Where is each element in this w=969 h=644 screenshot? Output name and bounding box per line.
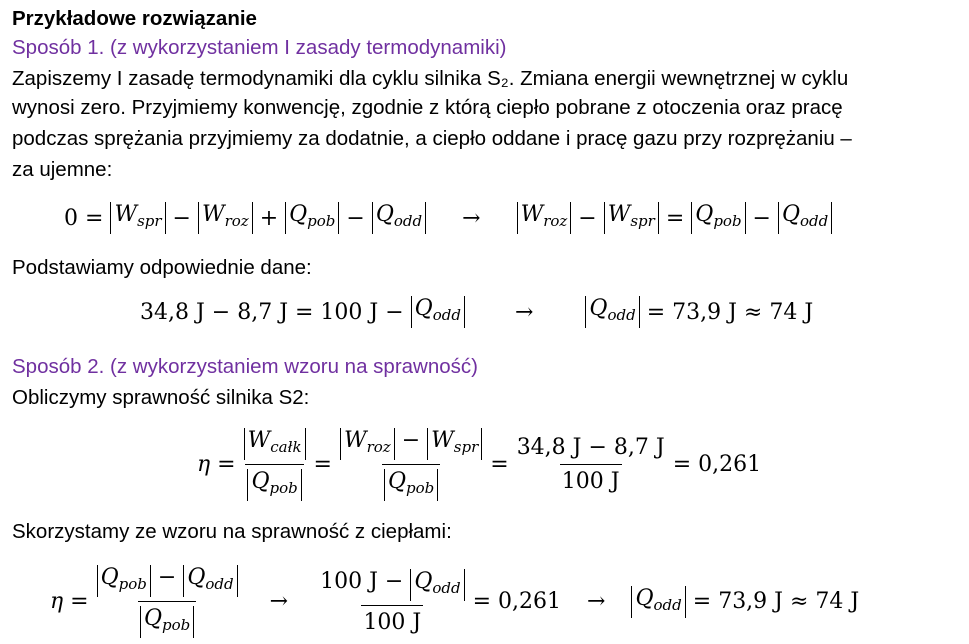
math-subscript: odd — [432, 306, 461, 324]
arrow-icon: → — [462, 205, 481, 231]
absolute-value — [372, 202, 426, 234]
fraction-numerator — [242, 428, 308, 464]
absolute-value — [110, 202, 165, 234]
paragraph-line: za ujemne: — [12, 158, 113, 181]
arrow-icon: → — [269, 589, 289, 614]
math-subscript: pob — [307, 212, 336, 230]
fraction — [242, 428, 308, 501]
math-text: = 0,261 — [672, 452, 762, 477]
math-symbol: W — [431, 428, 454, 453]
arrow-icon: → — [514, 299, 534, 325]
math-subscript: odd — [393, 212, 423, 230]
math-subscript: roz — [543, 212, 568, 230]
math-subscript: odd — [205, 575, 234, 593]
math-subscript: spr — [137, 212, 162, 230]
absolute-value — [285, 202, 339, 234]
heat-efficiency-equation: η = $\frac{Q_{pob} - Q_{odd}}{Q_{pob}}$ → $\frac{100 J - Q_{odd}}{100 J}$ = 0,261 → $Q_{odd}$ = 73,9 J ≈ 74 J — [50, 565, 859, 638]
fraction-numerator: $Q_{pob} - Q_{odd}$ — [95, 565, 240, 601]
method1-title: Sposób 1. (z wykorzystaniem I zasady termodynamiki) — [12, 36, 507, 59]
math-subscript: pob — [269, 479, 298, 497]
math-symbol: W — [343, 428, 367, 453]
math-symbol: Q — [414, 296, 433, 321]
fraction-numerator: $W_{roz} - W_{spr}$ — [338, 428, 484, 464]
arrow-icon: → — [587, 589, 606, 614]
math-subscript: roz — [224, 212, 249, 230]
math-symbol: Q — [187, 565, 206, 590]
math-subscript: odd — [653, 595, 682, 614]
math-symbol: W — [247, 428, 271, 453]
paragraph-line: podczas sprężania przyjmiemy za dodatnie, a ciepło oddane i pracę gazu przy rozprężaniu – — [12, 127, 852, 150]
math-text: 0 = — [64, 205, 104, 231]
math-symbol: η — [197, 452, 211, 477]
solution-heading: Przykładowe rozwiązanie — [12, 7, 257, 30]
math-text: = 0,261 — [472, 589, 562, 614]
paragraph-line: Zapiszemy I zasadę termodynamiki dla cyklu silnika S₂. Zmiana energii wewnętrznej w cyklu — [12, 67, 849, 90]
fraction-denominator — [245, 464, 303, 501]
fraction-denominator — [138, 601, 196, 638]
math-symbol: W — [114, 202, 138, 227]
math-subscript: odd — [607, 306, 636, 324]
fraction — [515, 435, 667, 494]
math-symbol: Q — [251, 469, 270, 494]
math-subscript: spr — [453, 438, 479, 456]
absolute-value — [427, 428, 482, 460]
fraction — [318, 569, 467, 635]
heat-formula-text: Skorzystamy ze wzoru na sprawność z ciepłami: — [12, 520, 452, 543]
math-symbol: Q — [414, 568, 433, 594]
fraction-denominator: 100 J — [361, 605, 423, 635]
method2-intro: Obliczymy sprawność silnika S2: — [12, 386, 310, 409]
math-text: = 73,9 J ≈ 74 J — [692, 589, 860, 614]
math-text: = 73,9 J ≈ 74 J — [646, 299, 814, 325]
absolute-value — [198, 202, 253, 234]
absolute-value — [244, 428, 306, 460]
math-symbol: W — [607, 202, 631, 227]
method2-title: Sposób 2. (z wykorzystaniem wzoru na sprawność) — [12, 355, 478, 378]
math-text: 100 J − — [320, 568, 404, 594]
absolute-value — [183, 565, 237, 597]
absolute-value — [247, 469, 301, 501]
absolute-value — [778, 202, 832, 234]
math-subscript: odd — [432, 578, 461, 597]
math-subscript: całk — [270, 438, 302, 456]
absolute-value — [97, 565, 151, 597]
substitution-equation — [140, 296, 813, 328]
math-symbol: W — [201, 202, 225, 227]
fraction — [95, 565, 240, 638]
absolute-value — [517, 202, 572, 234]
math-subscript: roz — [366, 438, 391, 456]
math-symbol: Q — [375, 202, 394, 227]
math-symbol: W — [520, 202, 544, 227]
math-symbol: Q — [100, 565, 119, 590]
absolute-value — [340, 428, 395, 460]
fraction-numerator — [318, 569, 467, 605]
math-symbol: Q — [289, 202, 308, 227]
math-subscript: spr — [630, 212, 655, 230]
math-symbol: Q — [695, 202, 714, 227]
math-symbol: Q — [635, 585, 654, 611]
first-law-equation: 0 = $W_{spr}$ − $W_{roz}$ + $Q_{pob}$ − $Q_{odd}$ → $W_{roz}$ − $W_{spr}$ = $Q_{pob}$ − $Q_{odd}$ — [64, 202, 832, 234]
substitute-text: Podstawiamy odpowiednie dane: — [12, 256, 312, 279]
absolute-value — [631, 586, 685, 618]
math-subscript: pob — [406, 479, 435, 497]
absolute-value — [410, 569, 464, 601]
paragraph-line: wynosi zero. Przyjmiemy konwencję, zgodnie z którą ciepło pobrane z otoczenia oraz pracę — [12, 96, 843, 119]
absolute-value — [691, 202, 745, 234]
math-subscript: odd — [800, 212, 829, 230]
math-symbol: Q — [143, 606, 163, 631]
absolute-value — [140, 606, 194, 638]
fraction-denominator: 100 J — [560, 464, 622, 494]
math-text: 34,8 J − 8,7 J = 100 J − — [140, 299, 404, 325]
fraction-numerator: 34,8 J − 8,7 J — [516, 435, 665, 460]
math-subscript: pob — [162, 616, 191, 634]
absolute-value — [411, 296, 465, 328]
math-symbol: Q — [781, 202, 801, 227]
absolute-value — [604, 202, 659, 234]
math-symbol: Q — [589, 296, 608, 321]
efficiency-equation: η = $\frac{W_{całk}}{Q_{pob}}$ = $\frac{W_{roz} - W_{spr}}{Q_{pob}}$ = $\frac{34,8 J - 8,7 J}{100 J}$ = 0,261 — [197, 428, 761, 501]
math-subscript: pob — [713, 212, 742, 230]
math-subscript: pob — [118, 575, 147, 593]
math-symbol: Q — [387, 469, 407, 494]
fraction-denominator — [382, 464, 440, 501]
fraction — [338, 428, 484, 501]
absolute-value — [384, 469, 438, 501]
absolute-value — [585, 296, 639, 328]
math-symbol: η — [50, 589, 64, 614]
